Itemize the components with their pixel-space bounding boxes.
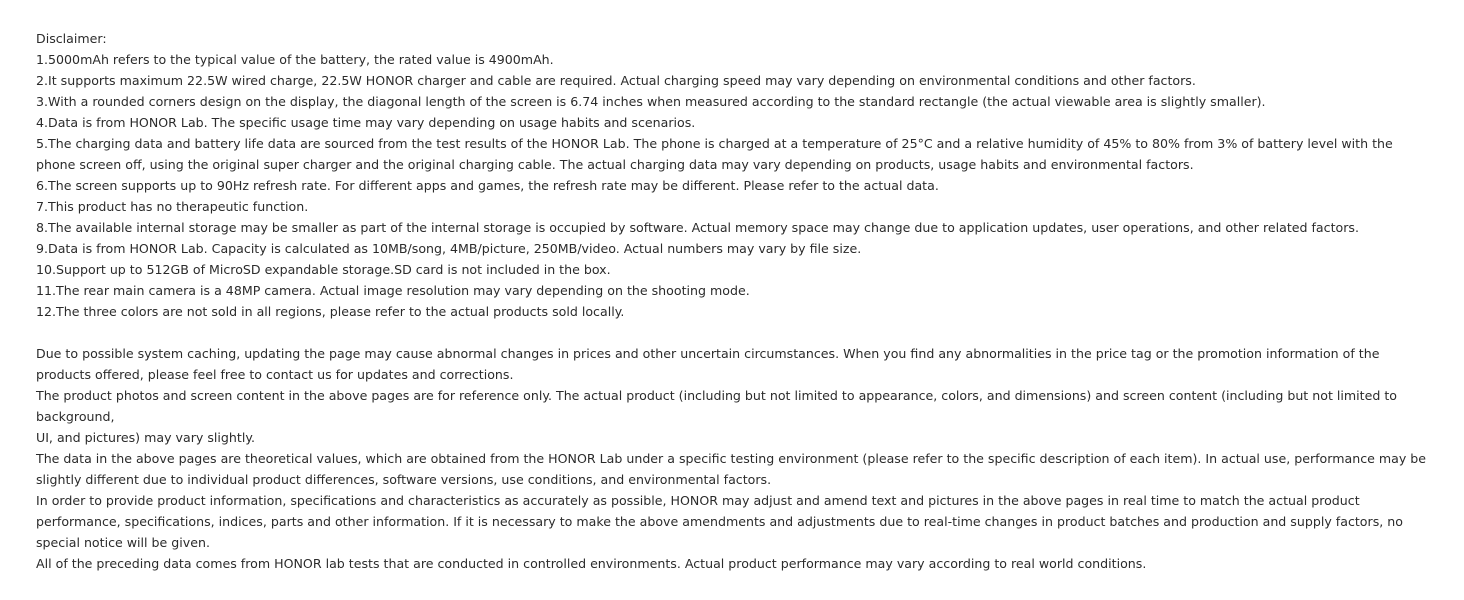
disclaimer-item-2: 2.It supports maximum 22.5W wired charge, 22.5W HONOR charger and cable are required. Actual charging speed may vary depending on environmental conditions and other factors. xyxy=(36,73,1196,88)
disclaimer-item-6: 6.The screen supports up to 90Hz refresh rate. For different apps and games, the refresh rate may be different. Please refer to the actual data. xyxy=(36,178,939,193)
disclaimer-item-7: 7.This product has no therapeutic function. xyxy=(36,199,309,214)
disclaimer-item-11: 11.The rear main camera is a 48MP camera. Actual image resolution may vary depending on the shooting mode. xyxy=(36,283,750,298)
theoretical-values-note: The data in the above pages are theoretical values, which are obtained from the HONOR Lab under a specific testing environment (please refer to the specific description of each item). In actual use, performance may be slightly different due to individual product differences, software versions, use conditions, and environmental factors. xyxy=(36,451,1427,487)
disclaimer-item-4: 4.Data is from HONOR Lab. The specific usage time may vary depending on usage habits and scenarios. xyxy=(36,115,696,130)
lab-tests-note: All of the preceding data comes from HONOR lab tests that are conducted in controlled environments. Actual product performance may vary according to real world conditions. xyxy=(36,556,1147,571)
disclaimer-item-10: 10.Support up to 512GB of MicroSD expandable storage.SD card is not included in the box. xyxy=(36,262,611,277)
disclaimer-heading: Disclaimer: xyxy=(36,31,107,46)
disclaimer-item-3: 3.With a rounded corners design on the display, the diagonal length of the screen is 6.74 inches when measured according to the standard rectangle (the actual viewable area is slightly smaller). xyxy=(36,94,1266,109)
disclaimer-item-1: 1.5000mAh refers to the typical value of the battery, the rated value is 4900mAh. xyxy=(36,52,554,67)
caching-note: Due to possible system caching, updating the page may cause abnormal changes in prices and other uncertain circumstances. When you find any abnormalities in the price tag or the promotion information of the products offered, please feel free to contact us for updates and corrections. xyxy=(36,346,1380,382)
amendment-note: In order to provide product information, specifications and characteristics as accurately as possible, HONOR may adjust and amend text and pictures in the above pages in real time to match the actual product performance, specifications, indices, parts and other information. If it is necessary to make the above amendments and adjustments due to real-time changes in product batches and production and supply factors, no special notice will be given. xyxy=(36,493,1403,550)
disclaimer-item-9: 9.Data is from HONOR Lab. Capacity is calculated as 10MB/song, 4MB/picture, 250MB/video. Actual numbers may vary by file size. xyxy=(36,241,862,256)
disclaimer-document xyxy=(36,28,1436,574)
disclaimer-item-12: 12.The three colors are not sold in all regions, please refer to the actual products sold locally. xyxy=(36,304,625,319)
disclaimer-item-5: 5.The charging data and battery life data are sourced from the test results of the HONOR Lab. The phone is charged at a temperature of 25°C and a relative humidity of 45% to 80% from 3% of battery level with the phone screen off, using the original super charger and the original charging cable. The actual charging data may vary depending on products, usage habits and environmental factors. xyxy=(36,136,1393,172)
photos-note-line-2: UI, and pictures) may vary slightly. xyxy=(36,430,255,445)
section-spacer xyxy=(36,322,1436,343)
photos-note-line-1: The product photos and screen content in the above pages are for reference only. The actual product (including but not limited to appearance, colors, and dimensions) and screen content (including but not limited to background, xyxy=(36,388,1397,424)
disclaimer-item-8: 8.The available internal storage may be smaller as part of the internal storage is occupied by software. Actual memory space may change due to application updates, user operations, and other related factors. xyxy=(36,220,1359,235)
